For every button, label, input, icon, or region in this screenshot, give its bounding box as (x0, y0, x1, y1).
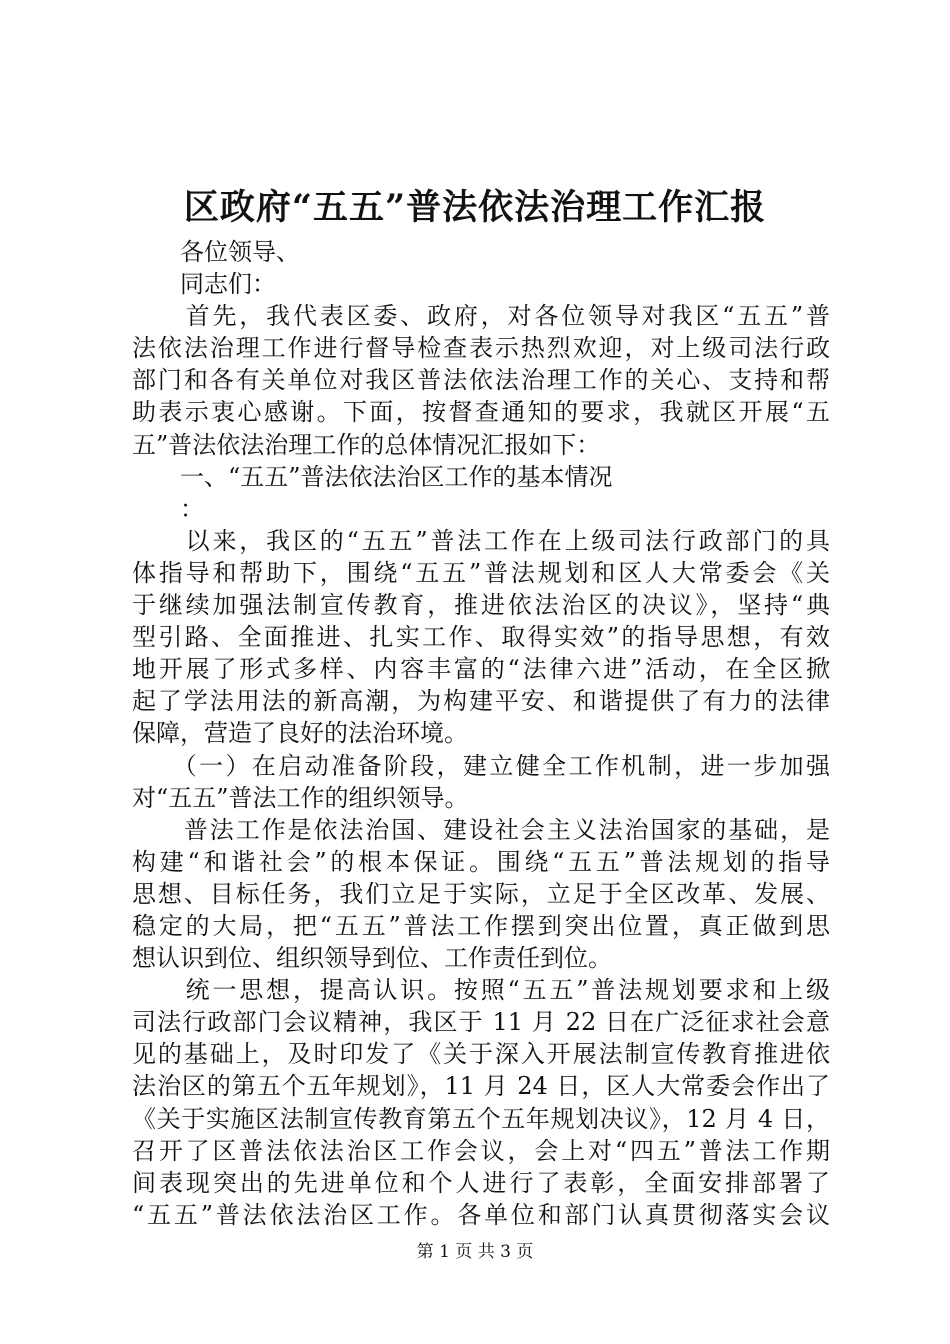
text-line: 《关于实施区法制宣传教育第五个五年规划决议》，12 月 4 日， (132, 1104, 830, 1133)
text-line: 型引路、全面推进、扎实工作、取得实效”的指导思想，有效 (132, 623, 830, 652)
text-line: 体指导和帮助下，围绕“五五”普法规划和区人大常委会《关 (132, 558, 830, 587)
text-line: 起了学法用法的新高潮，为构建平安、和谐提供了有力的法律 (132, 687, 830, 716)
text-line: 间表现突出的先进单位和个人进行了表彰，全面安排部署了 (132, 1168, 830, 1197)
text-line: 思想、目标任务，我们立足于实际，立足于全区改革、发展、 (132, 879, 830, 908)
text-line: 地开展了形式多样、内容丰富的“法律六进”活动，在全区掀 (132, 655, 830, 684)
text-line: 对“五五”普法工作的组织领导。 (132, 783, 469, 812)
text-line: 召开了区普法依法治区工作会议，会上对“四五”普法工作期 (132, 1136, 830, 1165)
document-title: 区政府“五五”普法依法治理工作汇报 (183, 187, 767, 228)
text-line: 见的基础上，及时印发了《关于深入开展法制宣传教育推进依 (132, 1040, 830, 1069)
text-line: 五”普法依法治理工作的总体情况汇报如下： (132, 430, 601, 459)
text-line: 一、“五五”普法依法治区工作的基本情况 (132, 462, 613, 491)
text-line: “五五”普法依法治区工作。各单位和部门认真贯彻落实会议 (132, 1200, 830, 1229)
text-line: 部门和各有关单位对我区普法依法治理工作的关心、支持和帮 (132, 366, 830, 395)
text-line: 想认识到位、组织领导到位、工作责任到位。 (132, 944, 612, 973)
text-line: 保障，营造了良好的法治环境。 (132, 719, 468, 748)
text-line: 统一思想，提高认识。按照“五五”普法规划要求和上级 (132, 976, 830, 1005)
text-line: 普法工作是依法治国、建设社会主义法治国家的基础，是 (132, 815, 830, 844)
text-line: 同志们： (132, 270, 276, 299)
document-body (132, 236, 830, 1231)
text-line: 各位领导、 (132, 238, 300, 266)
text-line: ： (132, 494, 204, 523)
text-line: 于继续加强法制宣传教育，推进依法治区的决议》，坚持“典 (132, 591, 830, 620)
text-line: 以来，我区的“五五”普法工作在上级司法行政部门的具 (132, 526, 830, 555)
text-line: 法依法治理工作进行督导检查表示热烈欢迎，对上级司法行政 (132, 334, 830, 363)
text-line: 构建“和谐社会”的根本保证。围绕“五五”普法规划的指导 (132, 847, 830, 876)
text-line: 司法行政部门会议精神，我区于 11 月 22 日在广泛征求社会意 (132, 1008, 830, 1037)
text-line: 稳定的大局，把“五五”普法工作摆到突出位置，真正做到思 (132, 911, 830, 940)
text-line: 法治区的第五个五年规划》，11 月 24 日，区人大常委会作出了 (132, 1072, 830, 1101)
text-line: （一）在启动准备阶段，建立健全工作机制，进一步加强 (132, 751, 830, 780)
page-footer: 第 1 页 共 3 页 (416, 1242, 534, 1262)
text-line: 首先，我代表区委、政府，对各位领导对我区“五五”普 (132, 302, 830, 331)
text-line: 助表示衷心感谢。下面，按督查通知的要求，我就区开展“五 (132, 398, 830, 427)
